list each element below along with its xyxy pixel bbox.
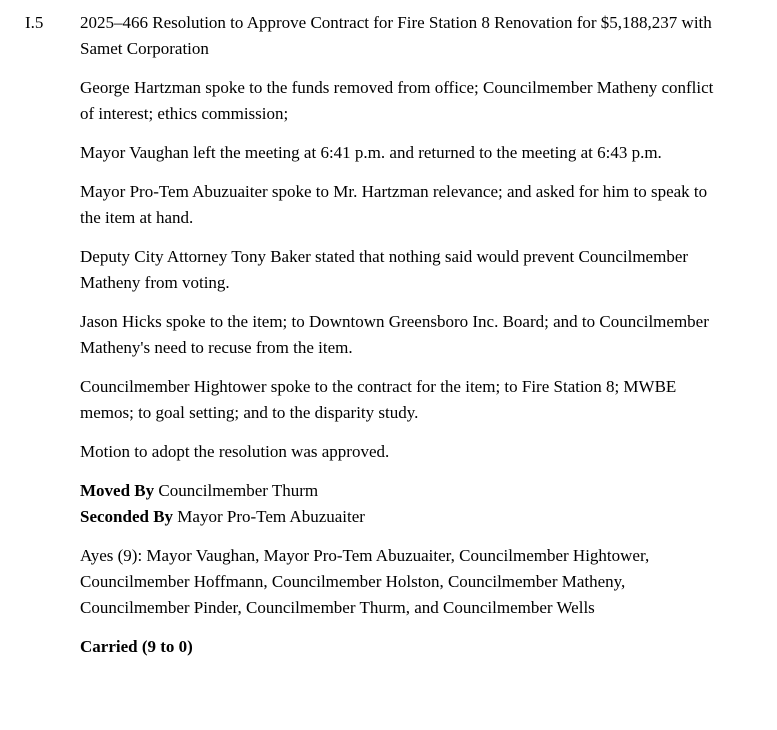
minutes-paragraph: Councilmember Hightower spoke to the contract for the item; to Fire Station 8; MWBE memos; to goal setting; and to the disparity study. (80, 377, 677, 422)
motion-block (80, 478, 728, 530)
motion-result-paragraph: Motion to adopt the resolution was approved. (80, 442, 390, 461)
agenda-item (25, 10, 737, 660)
moved-by-line (80, 478, 728, 504)
minutes-paragraph: Mayor Vaughan left the meeting at 6:41 p.m. and returned to the meeting at 6:43 p.m. (80, 143, 662, 162)
item-title: 2025–466 Resolution to Approve Contract for Fire Station 8 Renovation for $5,188,237 with Samet Corporation (80, 13, 712, 58)
seconded-by-label: Seconded By (80, 507, 174, 526)
seconded-by-line (80, 504, 728, 530)
carried-line: Carried (9 to 0) (80, 637, 193, 656)
moved-by-value: Councilmember Thurm (158, 481, 319, 500)
ayes-paragraph: Ayes (9): Mayor Vaughan, Mayor Pro-Tem Abuzuaiter, Councilmember Hightower, Councilmember Hoffmann, Councilmember Holston, Councilmember Matheny, Councilmember Pinder, Councilmember Thurm, and Councilmember Wells (80, 546, 650, 617)
item-number: I.5 (25, 13, 44, 32)
minutes-paragraph: George Hartzman spoke to the funds removed from office; Councilmember Matheny conflict of interest; ethics commission; (80, 78, 714, 123)
minutes-paragraph: Deputy City Attorney Tony Baker stated that nothing said would prevent Councilmember Matheny from voting. (80, 247, 689, 292)
moved-by-label: Moved By (80, 481, 155, 500)
seconded-by-value: Mayor Pro-Tem Abuzuaiter (177, 507, 365, 526)
minutes-paragraph: Jason Hicks spoke to the item; to Downtown Greensboro Inc. Board; and to Councilmember Matheny's need to recuse from the item. (80, 312, 709, 357)
item-content (80, 10, 728, 660)
minutes-paragraph: Mayor Pro-Tem Abuzuaiter spoke to Mr. Hartzman relevance; and asked for him to speak to the item at hand. (80, 182, 708, 227)
